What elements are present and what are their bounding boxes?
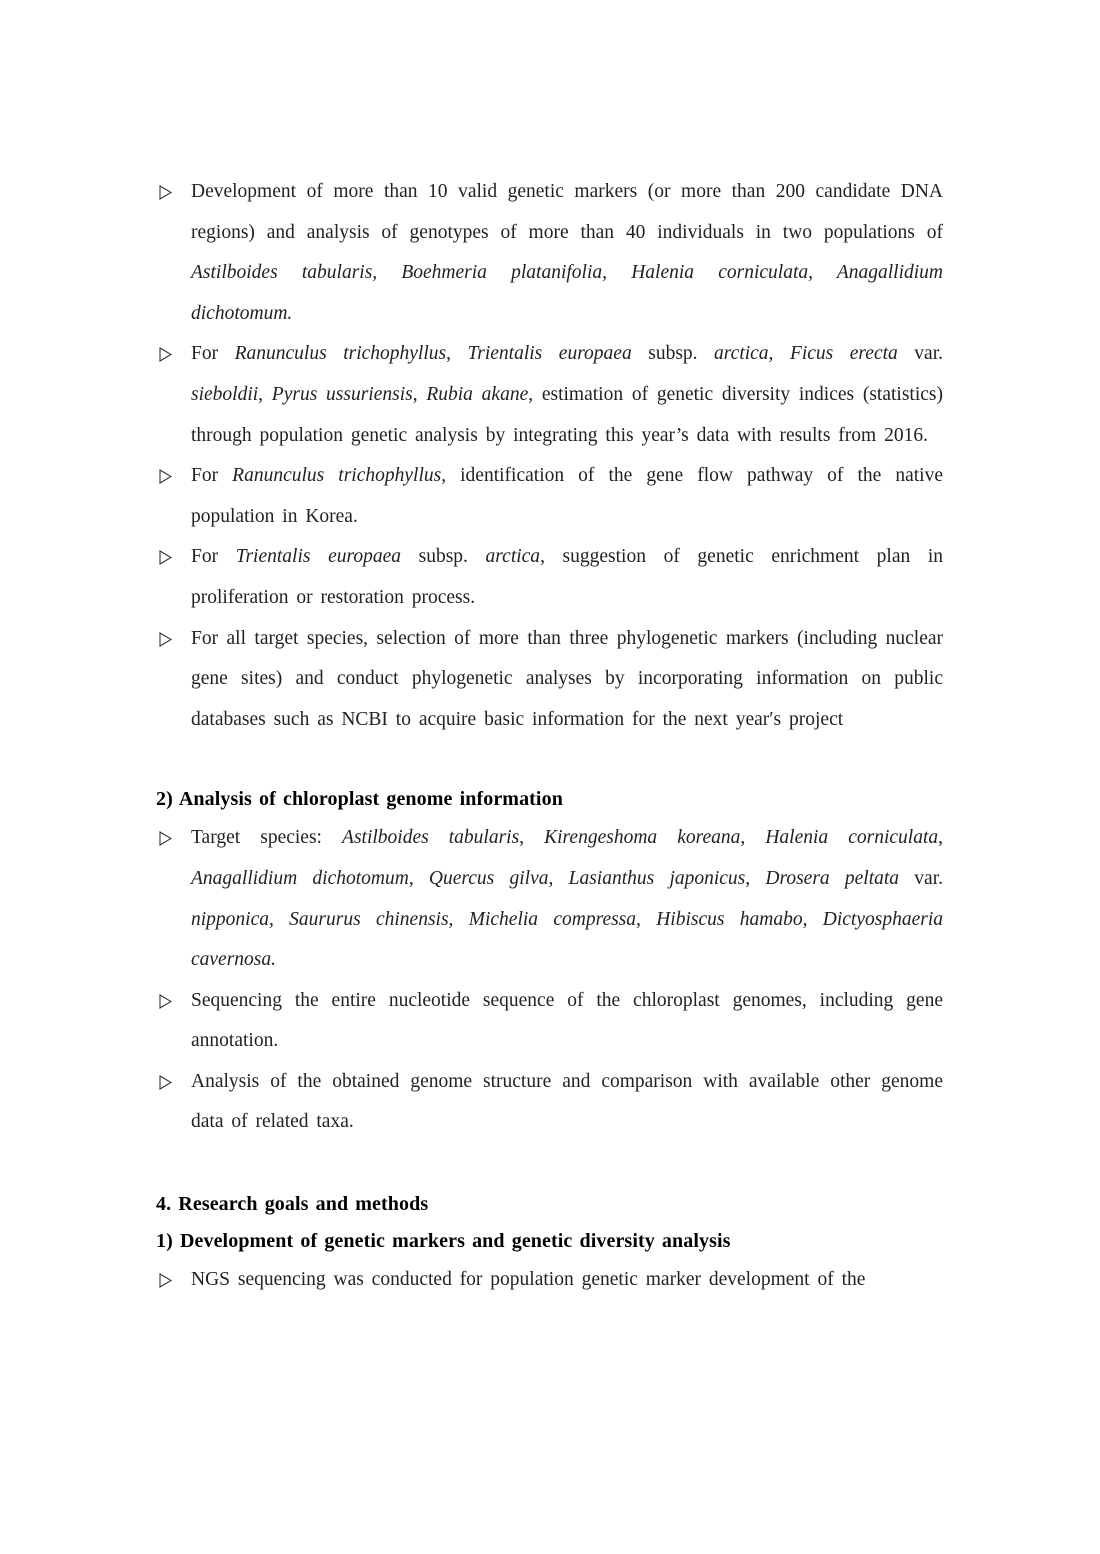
species-name: Ranunculus trichophyllus <box>234 343 447 365</box>
bullet-text: For <box>191 546 236 568</box>
species-name: Quercus gilva, Lasianthus japonicus, Drosera peltata <box>428 867 900 889</box>
section-heading-research-goals: 4. Research goals and methods <box>156 1193 429 1216</box>
bullet-text: , identification of the gene flow pathway of the native population in Korea. <box>191 465 943 527</box>
species-name: sieboldii <box>191 383 259 405</box>
species-name: Halenia corniculata <box>765 827 939 849</box>
bullet-text: Development of more than 10 valid genetic markers (or more than 200 candidate DNA regions) and analysis of genotypes of more than 40 individuals in two populations of <box>191 181 943 243</box>
species-name: Astilboides tabularis, Boehmeria platanifolia, Halenia corniculata, Anagallidium dichotomum. <box>191 262 943 324</box>
bullet-text: , <box>446 343 468 365</box>
triangle-right-outline-icon <box>159 831 172 846</box>
document-body <box>156 172 943 1301</box>
triangle-right-outline-icon <box>159 185 172 200</box>
bullet-item <box>156 172 943 334</box>
section-research-methods-bullets <box>156 1260 943 1301</box>
bullet-text: var. <box>899 867 943 889</box>
bullet-text: Sequencing the entire nucleotide sequence of the chloroplast genomes, including gene annotation. <box>191 989 943 1052</box>
bullet-text: , <box>740 827 766 849</box>
species-name: Astilboides tabularis <box>342 827 520 849</box>
bullet-text: subsp. <box>631 343 715 365</box>
bullet-text: For all target species, selection of more than three phylogenetic markers (including nuclear gene sites) and conduct phylogenetic analyses by incorporating information on public databases such as NCBI to acquire basic information for the next year′s project <box>191 627 943 730</box>
bullet-text: For <box>191 343 235 365</box>
bullet-text: , <box>408 867 429 889</box>
section-genetic-markers-goals <box>156 172 943 740</box>
bullet-text: , suggestion of genetic enrichment plan in proliferation or restoration process. <box>191 546 943 608</box>
section-chloroplast-bullets <box>156 818 943 1143</box>
bullet-text: Target species: <box>191 827 343 849</box>
bullet-text: , <box>258 383 272 405</box>
triangle-right-outline-icon <box>159 550 172 565</box>
bullet-text: , <box>519 827 545 849</box>
triangle-right-outline-icon <box>159 632 172 647</box>
bullet-item <box>156 456 943 537</box>
bullet-item <box>156 619 943 741</box>
bullet-text: subsp. <box>401 546 486 568</box>
species-name: Kirengeshoma koreana <box>544 827 741 849</box>
bullet-item <box>156 981 943 1062</box>
species-name: Trientalis europaea <box>235 546 402 568</box>
subsection-heading-genetic-markers: 1) Development of genetic markers and genetic diversity analysis <box>156 1230 731 1253</box>
bullet-item <box>156 1062 943 1143</box>
triangle-right-outline-icon <box>159 347 172 362</box>
bullet-text: Analysis of the obtained genome structure and comparison with available other genome data of related taxa. <box>191 1070 943 1133</box>
species-name: Trientalis europaea <box>467 343 632 365</box>
species-name: arctica <box>485 546 541 568</box>
triangle-right-outline-icon <box>159 994 172 1009</box>
bullet-item <box>156 818 943 980</box>
bullet-text: var. <box>897 343 943 365</box>
bullet-text: , <box>938 827 943 849</box>
species-name: Anagallidium dichotomum <box>191 867 409 889</box>
species-name: Ranunculus trichophyllus <box>232 465 442 487</box>
species-name: nipponica, Saururus chinensis, Michelia compressa, Hibiscus hamabo, Dictyosphaeria cavernosa. <box>191 908 943 971</box>
triangle-right-outline-icon <box>159 1075 172 1090</box>
bullet-text: , estimation of genetic diversity indices (statistics) through population genetic analysis by integrating this year’s data with results from 2016. <box>191 383 943 446</box>
species-name: arctica, Ficus erecta <box>714 343 898 365</box>
triangle-right-outline-icon <box>159 469 172 484</box>
section-heading-chloroplast: 2) Analysis of chloroplast genome information <box>156 788 563 811</box>
species-name: Pyrus ussuriensis, Rubia akane <box>271 383 529 405</box>
triangle-right-outline-icon <box>159 1273 172 1288</box>
bullet-item <box>156 334 943 456</box>
bullet-item <box>156 1260 943 1301</box>
bullet-item <box>156 537 943 618</box>
bullet-text: NGS sequencing was conducted for population genetic marker development of the <box>191 1269 866 1291</box>
bullet-text: For <box>191 465 233 487</box>
